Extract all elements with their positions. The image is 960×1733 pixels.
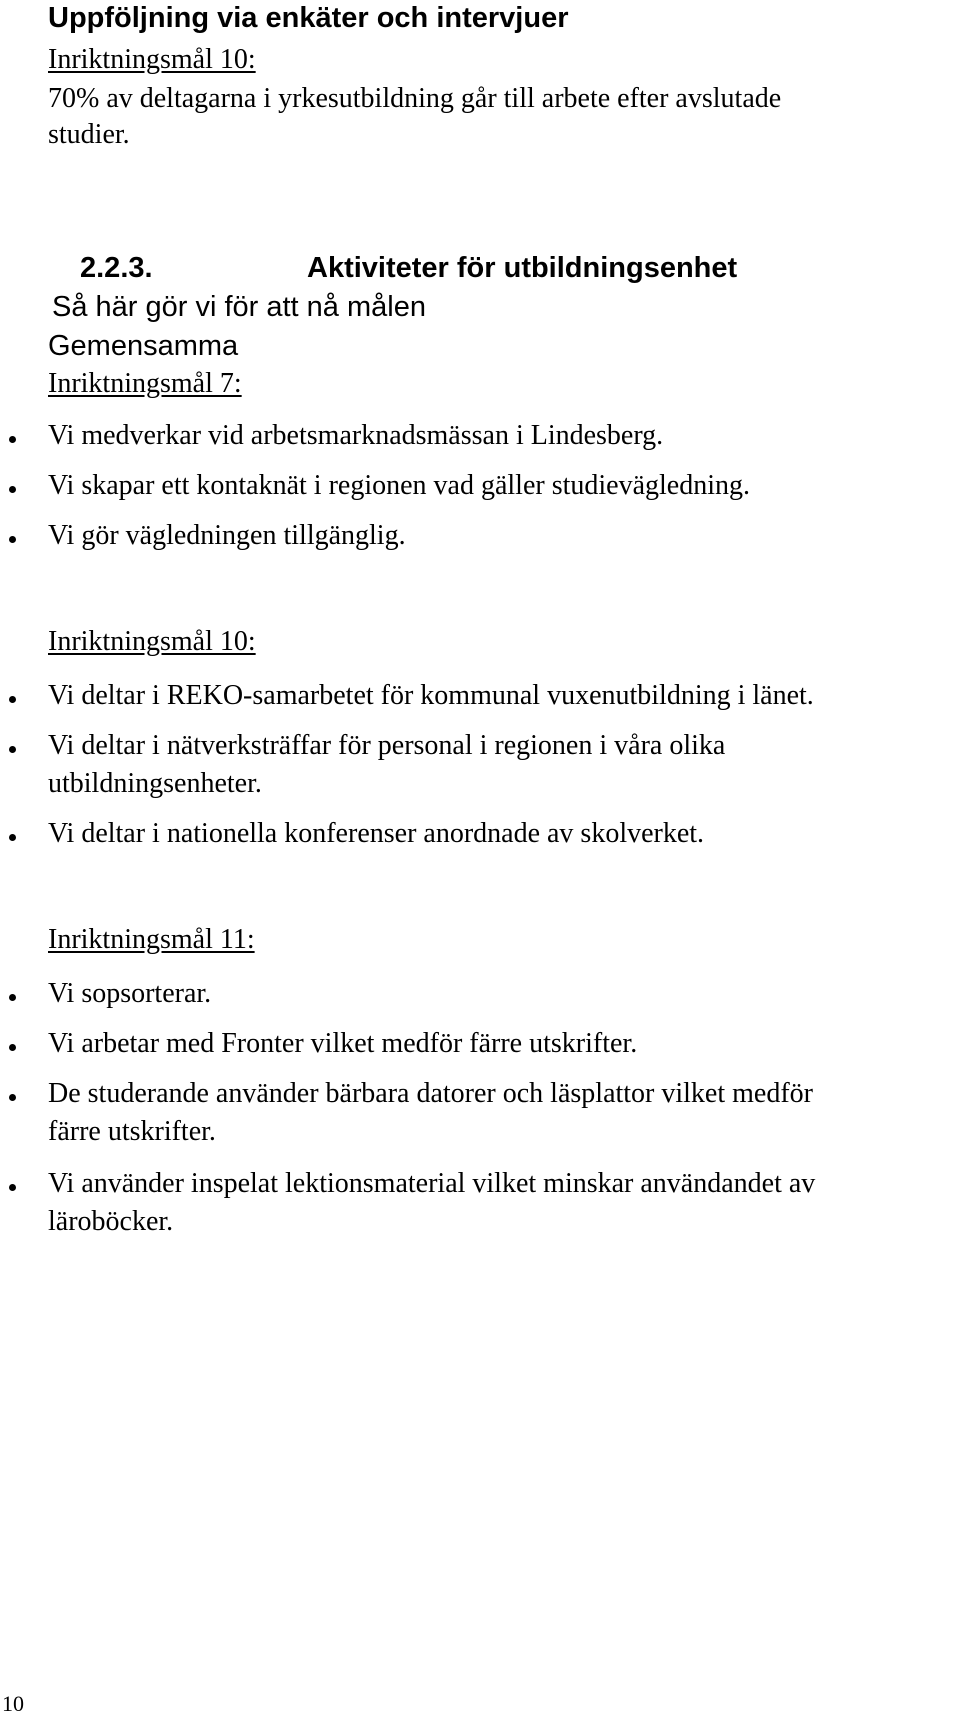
goal-label: Inriktningsmål 7: (48, 368, 242, 399)
bullet-icon (9, 1044, 16, 1051)
section-title: Aktiviteter för utbildningsenhet (307, 252, 738, 284)
section-heading: Uppföljning via enkäter och intervjuer (48, 2, 569, 34)
goal-label: Inriktningsmål 11: (48, 924, 255, 955)
page-number: 10 (2, 1691, 24, 1716)
section-number: 2.2.3. (80, 252, 153, 284)
bullet-icon (9, 536, 16, 543)
group-title: Gemensamma (48, 330, 239, 362)
bullet-icon (9, 486, 16, 493)
bullet-icon (9, 436, 16, 443)
document-page: Uppföljning via enkäter och intervjuer Inriktningsmål 10: 70% av deltagarna i yrkesutbildning går till arbete efter avslutade studier. 2.2.3. Aktiviteter för utbildningsenhet Så här gör vi för att nå målen Gemensamma Inriktningsmål 7: Vi medverkar vid arbetsmarknadsmässan i Lindesberg. Vi skapar ett kontaknät i regionen vad gäller studievägledning. Vi gör vägledningen tillgänglig. Inriktningsmål 10: Vi deltar i REKO-samarbetet för kommunal vuxenutbildning i länet. Vi deltar i nätverksträffar för personal i regionen i våra olika utbildningsenheter. Vi deltar i nationella konferenser anordnade av skolverket. Inriktningsmål 11: Vi sopsorterar. Vi arbetar med Fronter vilket medför färre utskrifter. De studerande använder bärbara datorer och läsplattor vilket medför färre utskrifter. Vi använder inspelat lektionsmaterial vilket minskar användandet av läroböcker. 10 (2, 2, 816, 1716)
bullet-icon (9, 746, 16, 753)
bullet-icon (9, 1184, 16, 1191)
goal-text: 70% av deltagarna i yrkesutbildning går till arbete efter avslutade (48, 83, 782, 114)
goal-text-continued: studier. (48, 119, 130, 150)
bullet-icon (9, 1094, 16, 1101)
bullet-icon (9, 834, 16, 841)
section-subtitle: Så här gör vi för att nå målen (52, 291, 426, 323)
goal-label: Inriktningsmål 10: (48, 626, 256, 657)
goal-label: Inriktningsmål 10: (48, 44, 256, 75)
bullet-icon (9, 994, 16, 1001)
bullet-icon (9, 696, 16, 703)
